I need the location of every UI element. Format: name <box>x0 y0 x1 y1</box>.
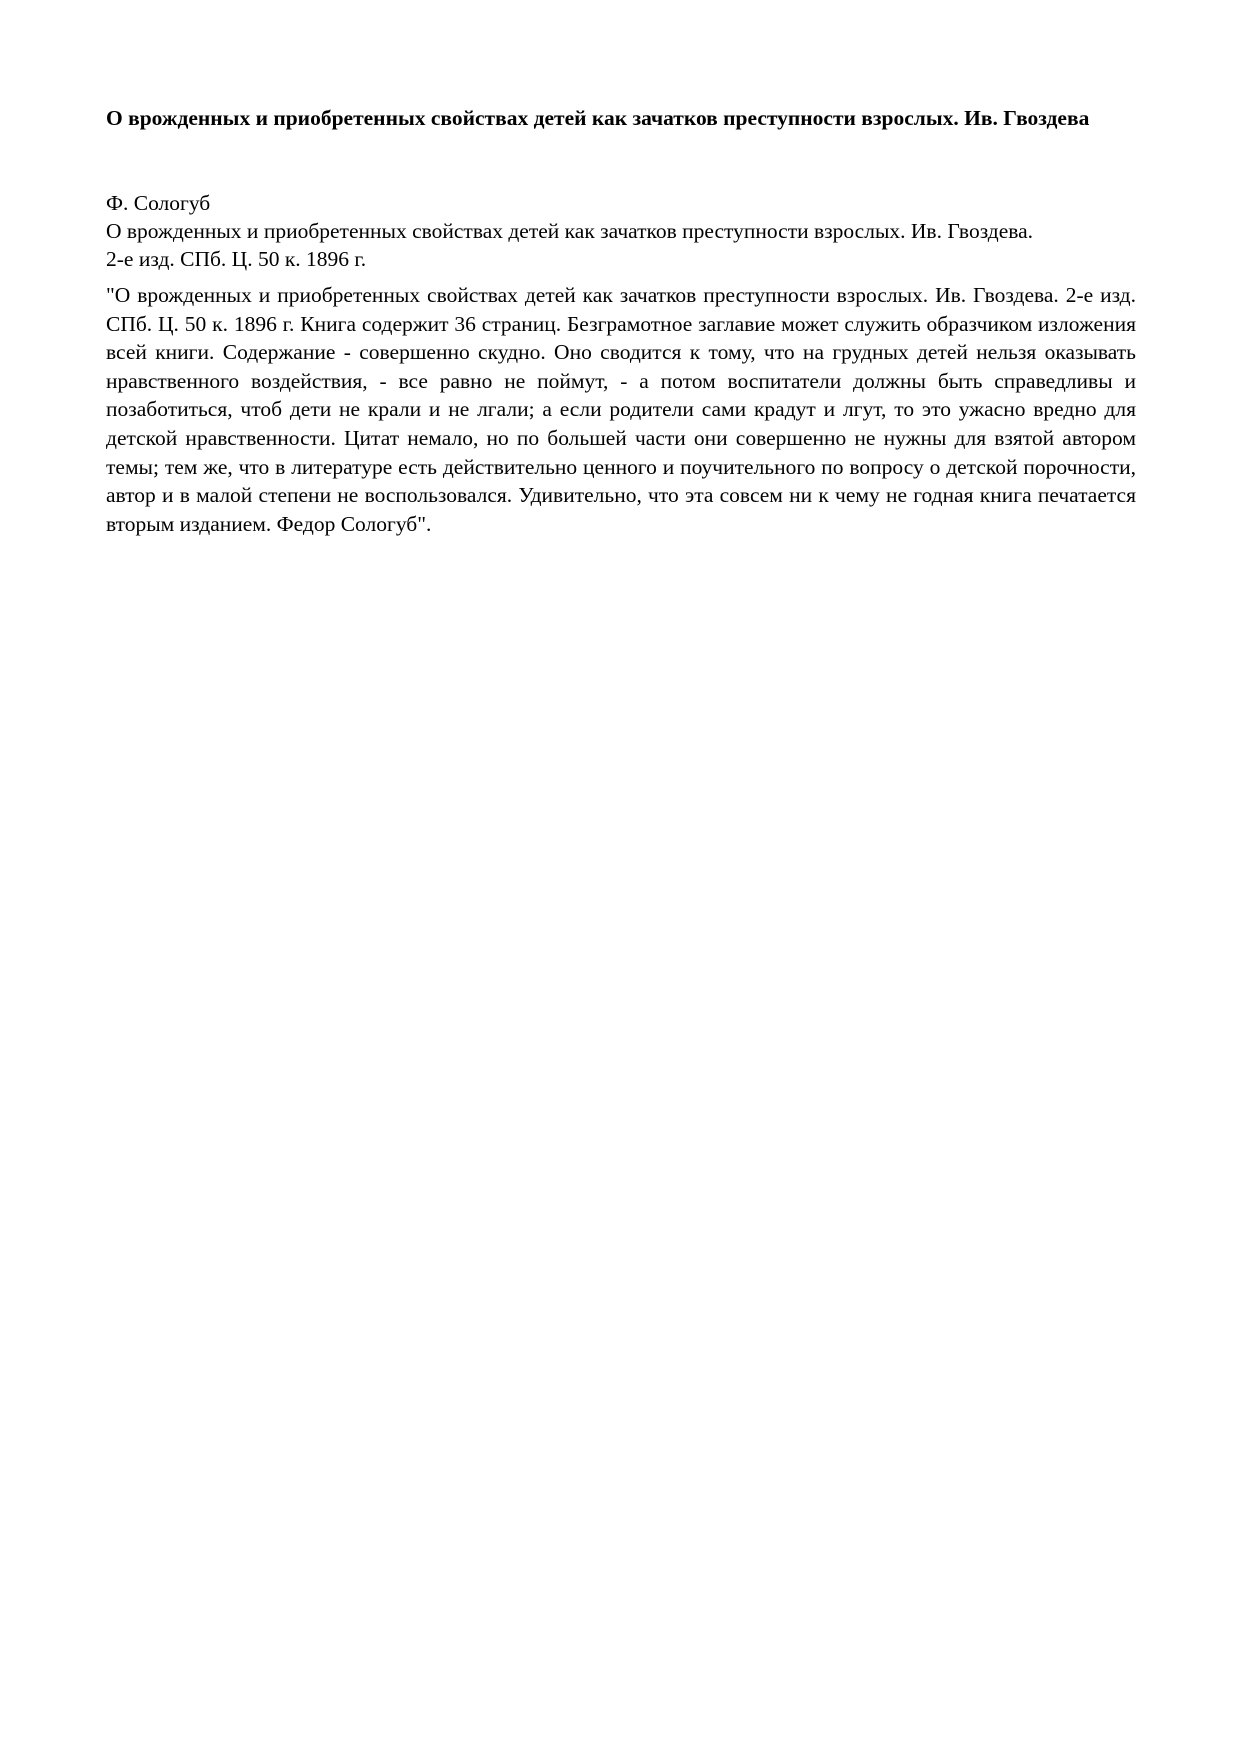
review-body: "О врожденных и приобретенных свойствах детей как зачатков преступности взрослых. Ив. Гвоздева. 2-е изд. СПб. Ц. 50 к. 1896 г. Книга содержит 36 страниц. Безграмотное заглавие может служить образчиком изложения всей книги. Содержание - совершенно скудно. Оно сводится к тому, что на грудных детей нельзя оказывать нравственного воздействия, - все равно не поймут, - а потом воспитатели должны быть справедливы и позаботиться, чтоб дети не крали и не лгали; а если родители сами крадут и лгут, то это ужасно вредно для детской нравственности. Цитат немало, но по большей части они совершенно не нужны для взятой автором темы; тем же, что в литературе есть действительно ценного и поучительного по вопросу о детской порочности, автор и в малой степени не воспользовался. Удивительно, что эта совсем ни к чему не годная книга печатается вторым изданием. Федор Сологуб". <box>106 283 1136 536</box>
document-meta <box>106 189 1136 273</box>
reviewed-work-line: О врожденных и приобретенных свойствах детей как зачатков преступности взрослых. Ив. Гвоздева. <box>106 219 1034 243</box>
publication-info-line: 2-е изд. СПб. Ц. 50 к. 1896 г. <box>106 247 367 271</box>
document-content <box>106 104 1136 560</box>
author-line: Ф. Сологуб <box>106 191 211 215</box>
document-title: О врожденных и приобретенных свойствах детей как зачатков преступности взрослых. Ив. Гвоздева <box>106 106 1090 130</box>
